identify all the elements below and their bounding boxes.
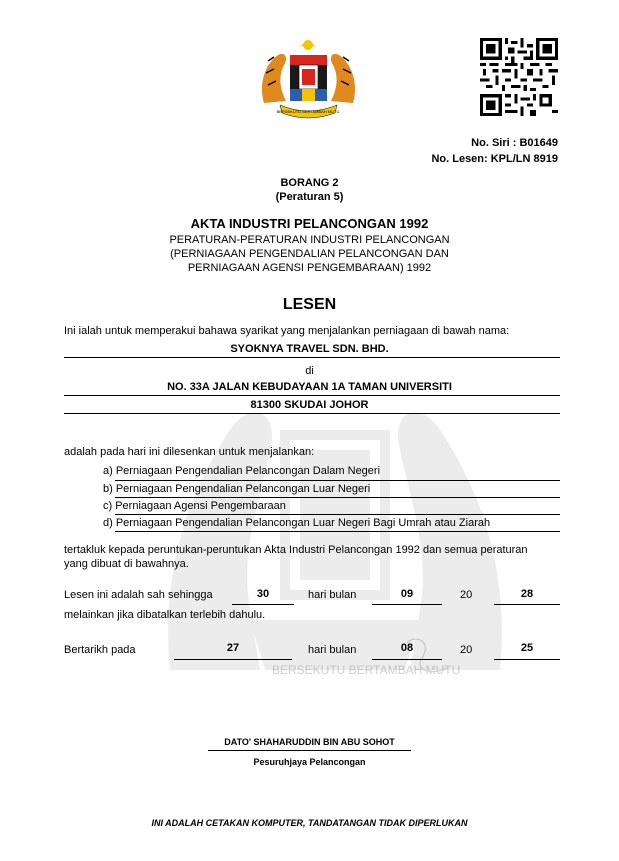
validity-month: 09	[400, 588, 414, 600]
act-line-2: (PERNIAGAAN PENGENDALIAN PELANCONGAN DAN	[170, 248, 449, 260]
address-line-2-underline	[64, 413, 560, 414]
business-item-b: b) Perniagaan Pengendalian Pelancongan Luar Negeri	[103, 483, 371, 495]
validity-day: 30	[256, 588, 270, 600]
validity-label: Lesen ini adalah sah sehingga	[64, 589, 213, 601]
business-item-a-underline	[115, 480, 560, 481]
license-number: No. Lesen: KPL/LN 8919	[431, 153, 558, 165]
dated-month: 08	[400, 642, 414, 654]
validity-unless-text: melainkan jika dibatalkan terlebih dahulu.	[64, 609, 266, 621]
company-underline	[64, 357, 560, 358]
signatory-underline	[208, 750, 411, 751]
address-line-1: NO. 33A JALAN KEBUDAYAAN 1A TAMAN UNIVERSITI	[167, 381, 452, 393]
at-label: di	[305, 365, 314, 377]
dated-month-underline	[372, 659, 442, 660]
act-line-1: PERATURAN-PERATURAN INDUSTRI PELANCONGAN	[169, 234, 450, 246]
dated-century: 20	[460, 644, 473, 656]
qr-code	[480, 38, 558, 116]
dated-year: 25	[520, 642, 534, 654]
dated-month-label: hari bulan	[308, 644, 357, 656]
business-item-d: d) Perniagaan Pengendalian Pelancongan Luar Negeri Bagi Umrah atau Ziarah	[103, 517, 491, 529]
validity-year: 28	[520, 588, 534, 600]
signatory-title: Pesuruhjaya Pelancongan	[253, 757, 366, 767]
address-line-1-underline	[64, 395, 560, 396]
signatory-name: DATO' SHAHARUDDIN BIN ABU SOHOT	[224, 737, 395, 747]
serial-number: No. Siri : B01649	[471, 137, 558, 149]
malaysia-coat-of-arms-logo	[256, 33, 361, 119]
crest-motto-text: BERSEKUTU BERTAMBAH MUTU	[276, 109, 340, 114]
form-name: BORANG 2	[280, 177, 339, 189]
dated-day-underline	[174, 659, 292, 660]
business-item-c-underline	[115, 514, 560, 515]
footer-note: INI ADALAH CETAKAN KOMPUTER, TANDATANGAN TIDAK DIPERLUKAN	[151, 818, 468, 828]
validity-month-label: hari bulan	[308, 589, 357, 601]
address-line-2: 81300 SKUDAI JOHOR	[250, 399, 369, 411]
act-line-3: PERNIAGAAN AGENSI PENGEMBARAAN) 1992	[187, 262, 432, 274]
validity-year-underline	[494, 604, 560, 605]
business-item-c: c) Perniagaan Agensi Pengembaraan	[103, 500, 286, 512]
company-name: SYOKNYA TRAVEL SDN. BHD.	[230, 343, 389, 355]
license-title: LESEN	[282, 296, 337, 313]
business-item-d-underline	[115, 531, 560, 532]
intro-text: Ini ialah untuk memperakui bahawa syarikat yang menjalankan perniagaan di bawah nama:	[64, 325, 510, 337]
dated-day: 27	[226, 642, 240, 654]
stamp-motto-text: BERSEKUTU BERTAMBAH MUTU	[272, 663, 461, 677]
validity-month-underline	[372, 604, 442, 605]
dated-year-underline	[494, 659, 560, 660]
licensed-for-text: adalah pada hari ini dilesenkan untuk menjalankan:	[64, 446, 315, 458]
terms-line-2: yang dibuat di bawahnya.	[64, 558, 189, 570]
validity-century: 20	[460, 589, 473, 601]
terms-line-1: tertakluk kepada peruntukan-peruntukan Akta Industri Pelancongan 1992 dan semua peraturan	[64, 544, 528, 556]
dated-label: Bertarikh pada	[64, 644, 136, 656]
form-regulation: (Peraturan 5)	[275, 191, 344, 203]
validity-day-underline	[232, 604, 294, 605]
business-item-a: a) Perniagaan Pengendalian Pelancongan Dalam Negeri	[103, 465, 381, 477]
business-item-b-underline	[115, 497, 560, 498]
act-title: AKTA INDUSTRI PELANCONGAN 1992	[190, 216, 429, 231]
